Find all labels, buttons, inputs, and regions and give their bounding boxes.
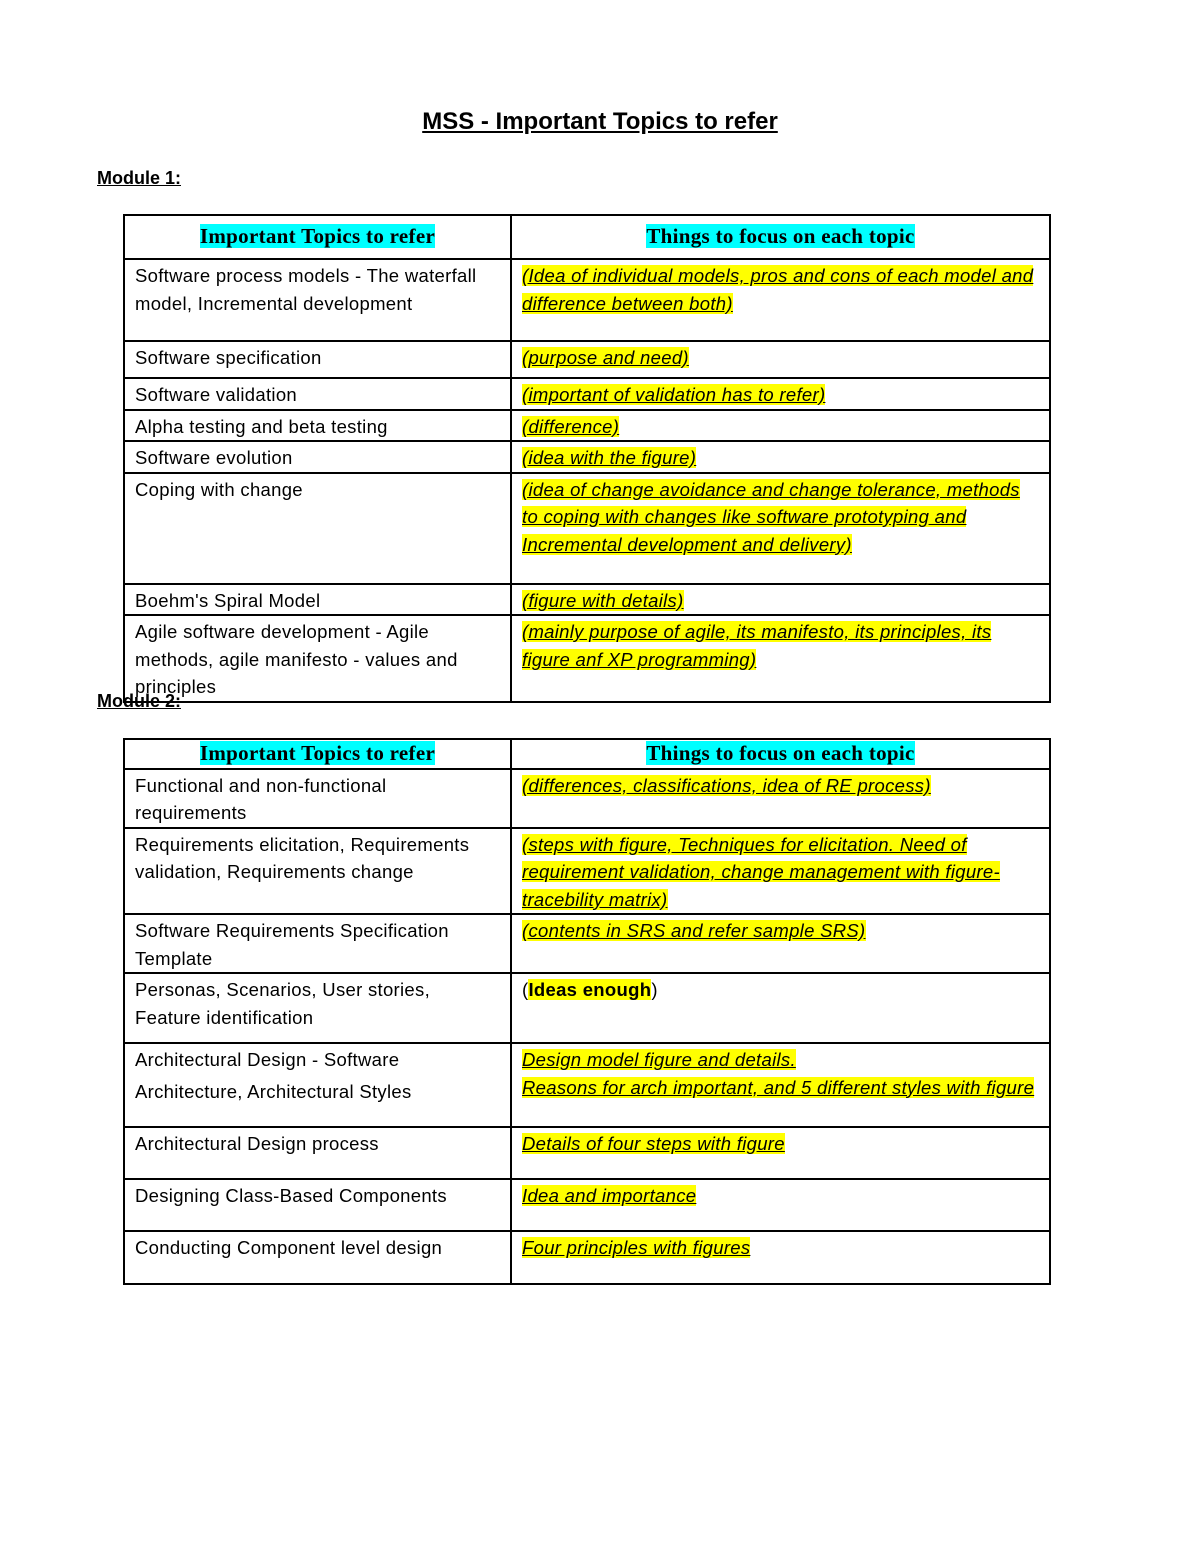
table-row <box>124 615 1050 702</box>
topic-cell: Software Requirements Specification Template <box>124 914 511 973</box>
table-row <box>124 914 1050 973</box>
table-row <box>124 410 1050 442</box>
page-title: MSS - Important Topics to refer <box>422 108 778 135</box>
focus-cell <box>511 378 1050 410</box>
focus-cell <box>511 769 1050 828</box>
topic-cell: Conducting Component level design <box>124 1231 511 1284</box>
table-row <box>124 441 1050 473</box>
header-focus-label: Things to focus on each topic <box>646 741 915 765</box>
header-focus-cell <box>511 215 1050 259</box>
topic-cell: Software process models - The waterfall model, Incremental development <box>124 259 511 341</box>
topic-cell: Software validation <box>124 378 511 410</box>
focus-text: (figure with details) <box>522 589 684 611</box>
topic-cell: Software specification <box>124 341 511 378</box>
focus-line <box>522 1046 1039 1074</box>
focus-text: Design model figure and details. <box>522 1049 796 1070</box>
focus-text: Four principles with figures <box>522 1237 751 1258</box>
focus-text: (purpose and need) <box>522 347 689 368</box>
topic-cell: Functional and non-functional requirements <box>124 769 511 828</box>
topic-cell: Alpha testing and beta testing <box>124 410 511 442</box>
table-row <box>124 1179 1050 1231</box>
header-topic-label: Important Topics to refer <box>199 224 436 249</box>
module-2-table <box>123 738 1051 1285</box>
header-topic-cell <box>124 215 511 259</box>
module-2-label: Module 2: <box>97 691 181 711</box>
topic-cell: Coping with change <box>124 473 511 584</box>
focus-cell <box>511 828 1050 915</box>
topic-line: Architecture, Architectural Styles <box>135 1080 412 1102</box>
focus-text: (contents in SRS and refer sample SRS) <box>522 920 866 941</box>
focus-cell <box>511 1231 1050 1284</box>
focus-text: (mainly purpose of agile, its manifesto, its principles, its figure anf XP programming) <box>522 621 992 670</box>
focus-text: Details of four steps with figure <box>522 1133 785 1154</box>
table-row <box>124 259 1050 341</box>
focus-text: Reasons for arch important, and 5 different styles with figure <box>522 1076 1035 1098</box>
table-row <box>124 1127 1050 1179</box>
module-1-label: Module 1: <box>97 168 181 188</box>
focus-text: Ideas enough <box>528 979 652 1000</box>
table-row <box>124 473 1050 584</box>
topic-cell <box>124 1043 511 1127</box>
table-row <box>124 1043 1050 1127</box>
focus-cell <box>511 1179 1050 1231</box>
focus-cell <box>511 615 1050 702</box>
header-topic-label: Important Topics to refer <box>199 741 436 765</box>
table-row <box>124 769 1050 828</box>
table-row <box>124 973 1050 1043</box>
table-row <box>124 341 1050 378</box>
focus-cell <box>511 341 1050 378</box>
topic-cell: Boehm's Spiral Model <box>124 584 511 616</box>
focus-cell <box>511 473 1050 584</box>
focus-line <box>522 1074 1039 1102</box>
focus-text: (idea with the figure) <box>522 447 697 468</box>
table-row <box>124 378 1050 410</box>
focus-cell <box>511 1043 1050 1127</box>
table-header-row <box>124 739 1050 769</box>
focus-text: (Idea of individual models, pros and cons of each model and difference between both) <box>522 265 1034 314</box>
topic-cell: Requirements elicitation, Requirements validation, Requirements change <box>124 828 511 915</box>
focus-cell <box>511 914 1050 973</box>
header-focus-cell <box>511 739 1050 769</box>
table-row <box>124 828 1050 915</box>
topic-line: Architectural Design - Software <box>135 1049 400 1070</box>
table-row <box>124 584 1050 616</box>
focus-text: (differences, classifications, idea of RE process) <box>522 774 931 796</box>
focus-close-paren: ) <box>651 979 658 1000</box>
focus-text: Idea and importance <box>522 1185 697 1206</box>
table-header-row <box>124 215 1050 259</box>
focus-text: (important of validation has to refer) <box>522 384 826 405</box>
header-focus-label: Things to focus on each topic <box>646 224 915 249</box>
focus-text: (idea of change avoidance and change tolerance, methods to coping with changes like software prototyping and Incremental development and delivery) <box>522 478 1020 555</box>
focus-cell <box>511 973 1050 1043</box>
topic-cell: Software evolution <box>124 441 511 473</box>
focus-cell <box>511 259 1050 341</box>
focus-text: (steps with figure, Techniques for elicitation. Need of requirement validation, change management with figure- tracebility matrix) <box>522 833 1000 910</box>
table-row <box>124 1231 1050 1284</box>
topic-cell: Personas, Scenarios, User stories, Feature identification <box>124 973 511 1043</box>
topic-cell: Architectural Design process <box>124 1127 511 1179</box>
focus-open-paren: ( <box>522 979 529 1000</box>
focus-cell <box>511 410 1050 442</box>
focus-cell <box>511 441 1050 473</box>
focus-cell <box>511 1127 1050 1179</box>
topic-cell: Agile software development - Agile methods, agile manifesto - values and principles <box>124 615 511 702</box>
module-1-table <box>123 214 1051 703</box>
focus-cell <box>511 584 1050 616</box>
topic-cell: Designing Class-Based Components <box>124 1179 511 1231</box>
focus-text: (difference) <box>522 415 620 437</box>
header-topic-cell <box>124 739 511 769</box>
